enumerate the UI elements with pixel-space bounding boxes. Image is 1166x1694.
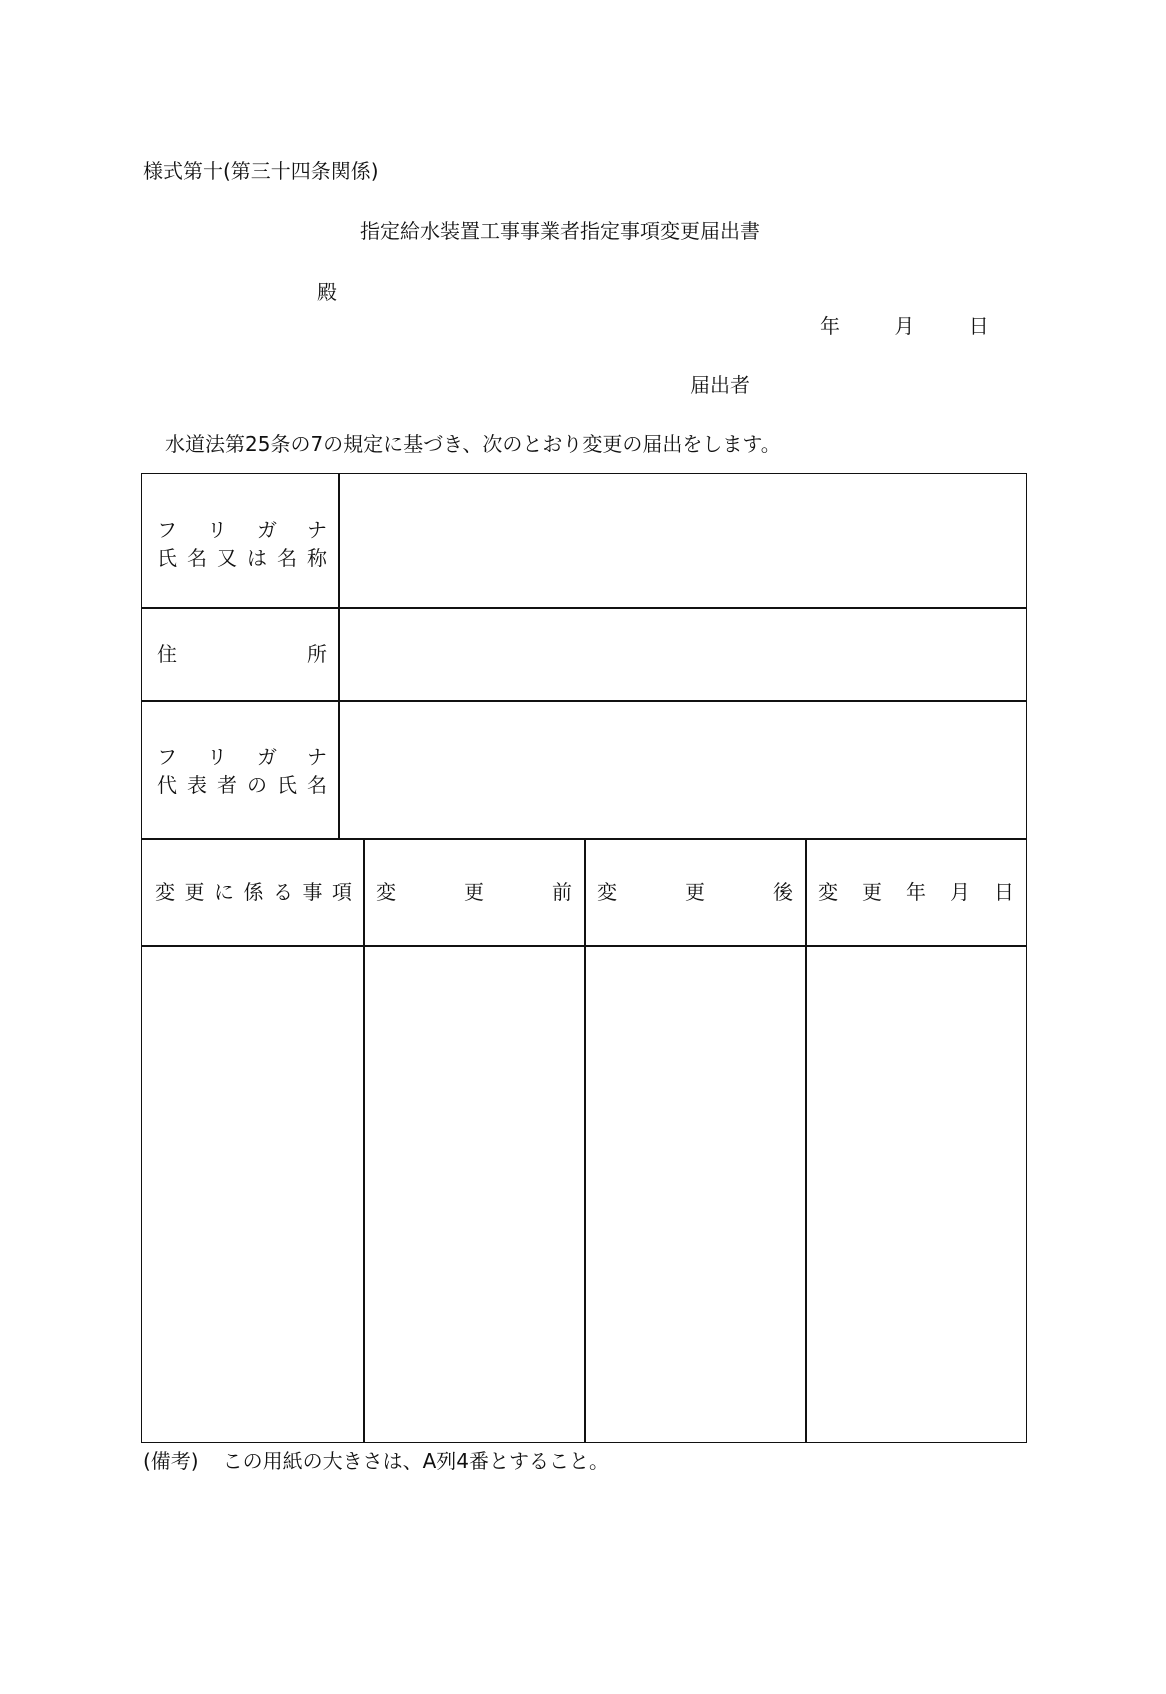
address-field[interactable] — [340, 609, 1026, 700]
address-label: 住 所 — [157, 642, 327, 666]
date-year-label: 年 — [820, 314, 840, 338]
note-text: この用紙の大きさは、A列4番とすること。 — [222, 1449, 610, 1473]
lead-text: 水道法第25条の7の規定に基づき、次のとおり変更の届出をします。 — [165, 432, 781, 456]
change-notification-table — [141, 473, 1027, 1443]
reporter-label: 届出者 — [690, 373, 750, 397]
header-before: 変 更 前 — [376, 880, 572, 904]
date-line — [820, 316, 989, 336]
header-change-date: 変 更 年 月 日 — [818, 880, 1014, 904]
name-label: 氏 名 又 は 名 称 — [157, 546, 327, 570]
header-change-item: 変 更 に 係 る 事 項 — [155, 880, 352, 904]
change-item-cell[interactable] — [142, 947, 363, 1442]
header-after: 変 更 後 — [597, 880, 793, 904]
form-number: 様式第十(第三十四条関係) — [143, 159, 379, 183]
date-month-label: 月 — [894, 314, 915, 338]
after-cell[interactable] — [586, 947, 805, 1442]
before-cell[interactable] — [365, 947, 584, 1442]
change-date-cell[interactable] — [807, 947, 1026, 1442]
furigana-label: フ リ ガ ナ — [157, 518, 327, 542]
date-day-label: 日 — [968, 314, 989, 338]
document-title: 指定給水装置工事事業者指定事項変更届出書 — [360, 219, 760, 243]
rep-furigana-label: フ リ ガ ナ — [157, 745, 327, 769]
representative-field[interactable] — [340, 702, 1026, 838]
footer-note — [143, 1451, 609, 1471]
addressee-suffix: 殿 — [317, 280, 337, 304]
rep-name-label: 代 表 者 の 氏 名 — [157, 773, 327, 797]
name-field[interactable] — [340, 474, 1026, 607]
note-label: (備考) — [143, 1449, 199, 1473]
